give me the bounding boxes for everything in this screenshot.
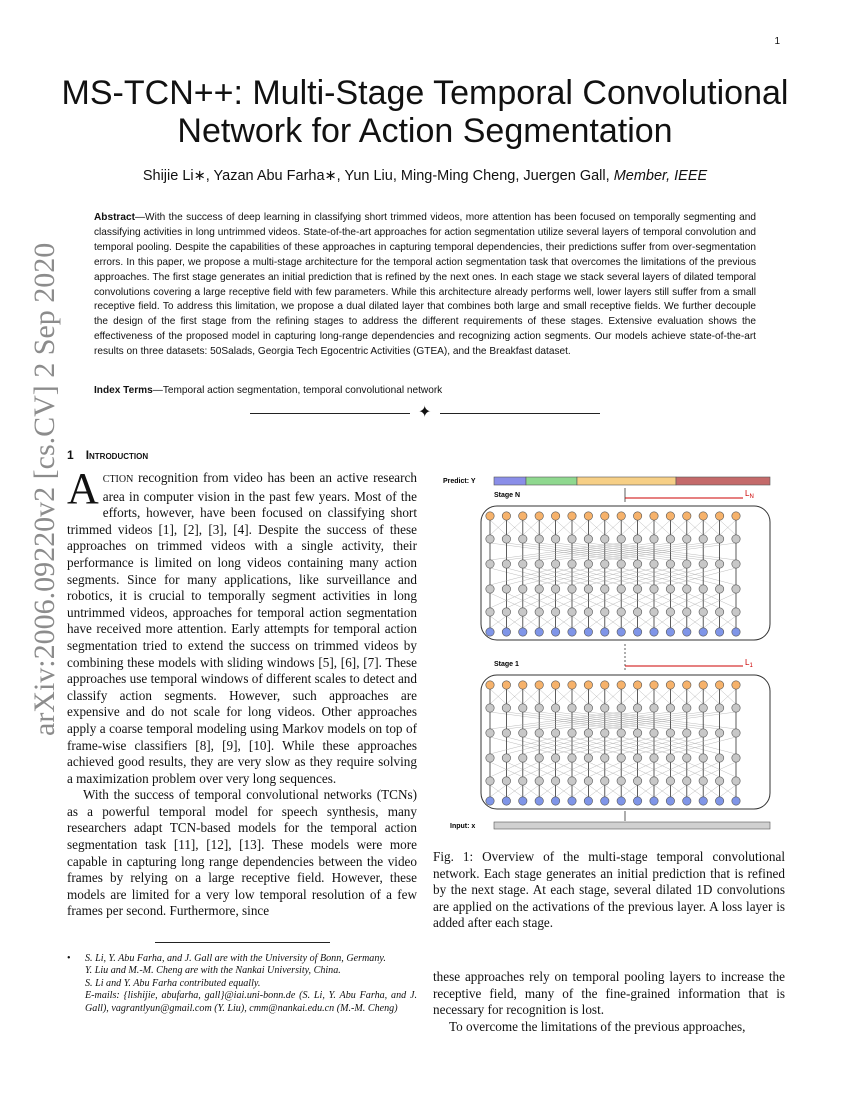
hidden-node [715,704,723,712]
input-node [650,797,658,805]
hidden-node [486,608,494,616]
output-node [633,512,641,520]
hidden-node [551,535,559,543]
hidden-node [551,585,559,593]
paper-title: MS-TCN++: Multi-Stage Temporal Convolutional Network for Action Segmentation [61,74,789,150]
hidden-node [502,608,510,616]
hidden-node [683,704,691,712]
prediction-segment [676,477,770,485]
hidden-node [650,608,658,616]
hidden-node [617,608,625,616]
output-node [551,681,559,689]
output-node [486,681,494,689]
hidden-node [601,535,609,543]
hidden-node [486,535,494,543]
hidden-node [601,608,609,616]
hidden-node [584,754,592,762]
output-node [715,681,723,689]
hidden-node [502,535,510,543]
hidden-node [568,777,576,785]
hidden-node [650,560,658,568]
stage-1-label: Stage 1 [494,661,519,668]
input-node [732,797,740,805]
hidden-node [535,729,543,737]
input-node [715,628,723,636]
hidden-node [519,560,527,568]
output-node [584,681,592,689]
input-node [617,797,625,805]
hidden-node [551,608,559,616]
input-node [584,797,592,805]
input-node [601,797,609,805]
hidden-node [683,585,691,593]
hidden-node [486,704,494,712]
input-node [519,797,527,805]
author-list [60,168,790,184]
hidden-node [486,560,494,568]
hidden-node [666,777,674,785]
output-node [519,681,527,689]
output-node [666,681,674,689]
hidden-node [551,729,559,737]
footnote-line: E-mails: {lishijie, abufarha, gall}@iai.uni-bonn.de (S. Li, Y. Abu Farha, and J. Gall), vagrantlyun@gmail.com (Y. Liu), cmm@nankai.edu.cn (M.-M. Cheng) [85,990,417,1014]
output-node [601,512,609,520]
footnote-line: S. Li and Y. Abu Farha contributed equally. [85,977,261,989]
input-node [601,628,609,636]
hidden-node [732,754,740,762]
index-terms [94,385,756,396]
output-node [650,512,658,520]
input-node [650,628,658,636]
hidden-node [617,704,625,712]
hidden-node [519,535,527,543]
hidden-node [715,608,723,616]
hidden-node [715,560,723,568]
abstract [94,211,756,360]
hidden-node [633,585,641,593]
hidden-node [617,585,625,593]
hidden-node [732,560,740,568]
hidden-node [601,754,609,762]
section-number: 1 [67,448,74,462]
output-node [683,681,691,689]
output-node [584,512,592,520]
abstract-text: —With the success of deep learning in classifying short trimmed videos, more attention has been focused on temporally segmenting and classifying activities in long untrimmed videos. State-of-the-art approaches for action segmentation utilize several layers of temporal convolution and temporal pooling. Despite the capabilities of these approaches in capturing temporal dependencies, their predictions suffer from over-segmentation errors. In this paper, we propose a multi-stage architecture for the temporal action segmentation task that overcomes the limitations of the previous approaches. The first stage generates an initial prediction that is refined by the next ones. In each stage we stack several layers of dilated temporal convolutions covering a large receptive field with few parameters. While this architecture already performs well, lower layers still suffer from a small receptive field. To address this limitation, we propose a dual dilated layer that combines both large and small receptive fields. We further decouple the design of the first stage from the refining stages to address the different requirements of these stages. Extensive evaluation shows the effectiveness of the proposed model in capturing long-range dependencies and recognizing action segments. Our models achieve state-of-the-art results on three datasets: 50Salads, Georgia Tech Egocentric Activities (GTEA), and the Breakfast dataset. [94,212,756,358]
hidden-node [502,585,510,593]
hidden-node [535,535,543,543]
hidden-node [551,704,559,712]
loss-n-label: $L_N$ [745,489,754,500]
hidden-node [666,754,674,762]
hidden-node [568,585,576,593]
footnote-line: Y. Liu and M.-M. Cheng are with the Nankai University, China. [85,965,341,977]
hidden-node [666,729,674,737]
output-node [650,681,658,689]
hidden-node [486,777,494,785]
output-node [732,512,740,520]
hidden-node [535,608,543,616]
hidden-node [584,729,592,737]
input-node [519,628,527,636]
hidden-node [502,560,510,568]
hidden-node [715,729,723,737]
input-node [502,797,510,805]
prediction-segment [494,477,526,485]
hidden-node [633,754,641,762]
hidden-node [715,777,723,785]
hidden-node [502,704,510,712]
hidden-node [732,729,740,737]
hidden-node [633,535,641,543]
hidden-node [699,535,707,543]
loss-1-label: $L_1$ [745,658,753,669]
hidden-node [633,777,641,785]
hidden-node [633,729,641,737]
hidden-node [633,560,641,568]
right-column-text [433,969,785,1035]
hidden-node [519,729,527,737]
hidden-node [683,729,691,737]
hidden-node [617,777,625,785]
output-node [486,512,494,520]
hidden-node [584,704,592,712]
input-node [568,628,576,636]
hidden-node [617,560,625,568]
hidden-node [715,535,723,543]
input-node [551,797,559,805]
hidden-node [584,585,592,593]
input-label: Input: x [450,823,476,830]
input-node [683,797,691,805]
hidden-node [666,560,674,568]
input-node [486,628,494,636]
hidden-node [683,560,691,568]
hidden-node [715,754,723,762]
hidden-node [633,608,641,616]
hidden-node [617,729,625,737]
input-node [535,797,543,805]
hidden-node [699,704,707,712]
hidden-node [568,729,576,737]
hidden-node [732,535,740,543]
output-node [699,512,707,520]
input-node [551,628,559,636]
hidden-node [519,608,527,616]
arxiv-stamp: arXiv:2006.09220v2 [cs.CV] 2 Sep 2020 [28,242,61,736]
hidden-node [666,585,674,593]
output-node [535,512,543,520]
footnote-rule [155,942,330,943]
hidden-node [617,754,625,762]
dropcap-letter: A [67,464,99,513]
hidden-node [650,777,658,785]
stage-1-box [481,675,770,809]
hidden-node [699,560,707,568]
output-node [502,681,510,689]
hidden-node [650,535,658,543]
intro-text-1: recognition from video has been an active research area in computer vision in the past few years. Most of the efforts, however, have been focused on classifying short trimmed videos [1], [2], [3], [4]. Despite the success of these approaches on trimmed videos with a single activity, their performance is limited on long videos containing many action segments. Since for many applications, like surveillance and robotics, it is crucial to temporally segment activities in long untrimmed videos, approaches for temporal action segmentation have received more attention. Early attempts for temporal action segmentation tried to extend the success on trimmed videos by combining these models with sliding windows [5], [6], [7]. These approaches use temporal windows of different scales to detect and classify action segments. However, such approaches are expensive and do not scale for long videos. Other approaches apply a coarse temporal modeling using Markov models on top of frame-wise classifiers [8], [9], [10]. While these approaches achieved good results, they are very slow as they require solving a maximization problem over very long sequences. [67,470,417,786]
hidden-node [519,754,527,762]
section-divider: ✦ [250,406,600,420]
hidden-node [535,777,543,785]
hidden-node [683,754,691,762]
affiliation-footnote [67,953,417,1015]
hidden-node [551,754,559,762]
hidden-node [699,585,707,593]
hidden-node [486,754,494,762]
hidden-node [650,754,658,762]
hidden-node [650,729,658,737]
output-node [519,512,527,520]
intro-paragraph-1 [67,464,417,787]
input-node [584,628,592,636]
figure-1-diagram [443,472,778,837]
hidden-node [584,777,592,785]
right-paragraph-2: To overcome the limitations of the previous approaches, [449,1018,746,1034]
hidden-node [486,729,494,737]
input-node [535,628,543,636]
output-node [601,681,609,689]
index-terms-label: Index Terms [94,385,153,396]
page-number: 1 [774,36,780,47]
prediction-segment [577,477,676,485]
ms-tcn-diagram [443,472,778,837]
input-node [666,797,674,805]
output-node [568,512,576,520]
input-node [732,628,740,636]
stage-n-label: Stage N [494,492,521,499]
hidden-node [699,777,707,785]
output-node [666,512,674,520]
output-node [715,512,723,520]
hidden-node [601,704,609,712]
section-title: Introduction [85,448,149,462]
footnote-line: S. Li, Y. Abu Farha, and J. Gall are with the University of Bonn, Germany. [85,953,386,964]
output-node [683,512,691,520]
hidden-node [568,560,576,568]
intro-column [67,464,417,920]
hidden-node [601,777,609,785]
hidden-node [519,704,527,712]
hidden-node [601,560,609,568]
hidden-node [601,585,609,593]
abstract-label: Abstract [94,212,135,223]
input-node [568,797,576,805]
hidden-node [584,535,592,543]
output-node [617,512,625,520]
predict-label: Predict: Y [443,478,476,485]
hidden-node [502,777,510,785]
section-heading [67,448,148,462]
output-node [568,681,576,689]
hidden-node [535,585,543,593]
input-node [715,797,723,805]
output-node [732,681,740,689]
hidden-node [584,608,592,616]
hidden-node [633,704,641,712]
hidden-node [699,754,707,762]
hidden-node [683,608,691,616]
right-paragraph-1: these approaches rely on temporal pooling layers to increase the receptive field, many of the fine-grained information that is necessary for recognition is lost. [433,969,785,1018]
hidden-node [732,704,740,712]
intro-paragraph-2: With the success of temporal convolutional networks (TCNs) as a powerful temporal model for speech synthesis, many researchers adapt TCN-based models for the temporal action segmentation task [11], [12], [13]. These models were more capable in capturing long range dependencies between the video frames by relying on a large receptive field. However, these models are limited for a very low temporal resolution of a few frames per second. Furthermore, since [67,787,417,919]
output-node [551,512,559,520]
hidden-node [551,777,559,785]
input-node [617,628,625,636]
hidden-node [732,777,740,785]
stage-n-box [481,506,770,640]
input-node [699,628,707,636]
hidden-node [568,608,576,616]
hidden-node [502,754,510,762]
hidden-node [568,704,576,712]
hidden-node [683,535,691,543]
author-membership: Member, IEEE [613,168,708,184]
output-node [633,681,641,689]
output-node [699,681,707,689]
hidden-node [617,535,625,543]
output-node [502,512,510,520]
hidden-node [715,585,723,593]
hidden-node [568,535,576,543]
hidden-node [666,535,674,543]
input-node [502,628,510,636]
hidden-node [650,585,658,593]
hidden-node [601,729,609,737]
index-terms-text: —Temporal action segmentation, temporal convolutional network [152,385,443,396]
hidden-node [502,729,510,737]
hidden-node [535,560,543,568]
hidden-node [568,754,576,762]
hidden-node [486,585,494,593]
hidden-node [699,729,707,737]
hidden-node [535,704,543,712]
footnote-bullet: • [67,953,71,964]
prediction-bar [494,477,770,485]
hidden-node [519,585,527,593]
hidden-node [666,704,674,712]
author-names: Shijie Li∗, Yazan Abu Farha∗, Yun Liu, Ming-Ming Cheng, Juergen Gall, [142,168,610,184]
hidden-node [584,560,592,568]
input-node [633,797,641,805]
hidden-node [732,585,740,593]
hidden-node [650,704,658,712]
output-node [535,681,543,689]
hidden-node [551,560,559,568]
input-bar [494,822,770,829]
figure-caption: Fig. 1: Overview of the multi-stage temporal convolutional network. Each stage generates an initial prediction that is refined by the next stage. At each stage, several dilated 1D convolutions are applied on the activations of the previous layer. A loss layer is added after each stage. [433,849,785,931]
hidden-node [535,754,543,762]
input-node [666,628,674,636]
input-node [699,797,707,805]
hidden-node [683,777,691,785]
input-node [633,628,641,636]
hidden-node [699,608,707,616]
intro-smallcaps: CTION [102,474,134,485]
hidden-node [519,777,527,785]
prediction-segment [526,477,577,485]
input-node [486,797,494,805]
input-node [683,628,691,636]
hidden-node [732,608,740,616]
hidden-node [666,608,674,616]
output-node [617,681,625,689]
